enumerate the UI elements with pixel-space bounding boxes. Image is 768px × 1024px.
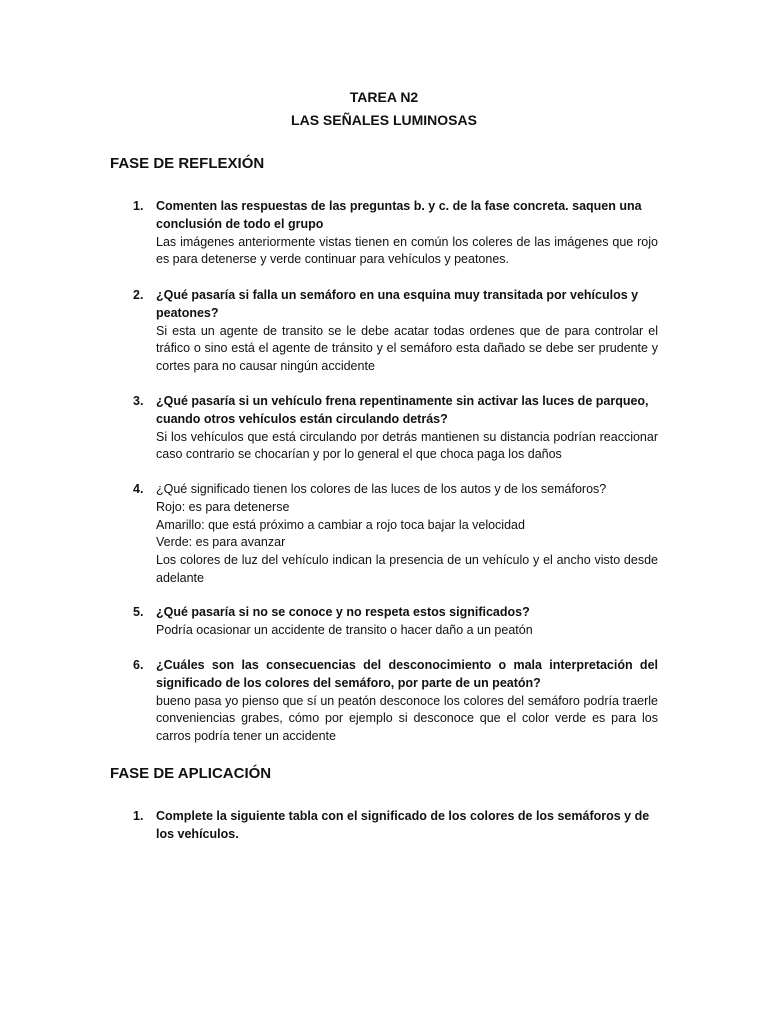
item-answer: Los colores de luz del vehículo indican la presencia de un vehículo y el ancho visto desde adelante: [156, 553, 658, 585]
item-number: 2.: [133, 288, 144, 302]
document-title: TAREA N2: [349, 89, 419, 105]
list-item: [110, 808, 658, 844]
item-question: ¿Qué pasaría si falla un semáforo en una esquina muy transitada por vehículos y peatones?: [156, 288, 639, 320]
document-subtitle: LAS SEÑALES LUMINOSAS: [291, 112, 477, 128]
item-answer-line: Verde: es para avanzar: [156, 535, 286, 550]
list-item: [110, 481, 658, 588]
item-number: 6.: [133, 658, 144, 672]
list-item: [110, 393, 658, 464]
item-answer: Si esta un agente de transito se le debe acatar todas ordenes que de para controlar el tráfico o sino está el agente de tránsito y el semáforo esta dañado se debe ser prudente y cortes para no causar ningún accidente: [156, 323, 658, 374]
list-item: [110, 657, 658, 746]
item-question: Complete la siguiente tabla con el significado de los colores de los semáforos y de los vehículos.: [156, 809, 650, 841]
item-answer: Las imágenes anteriormente vistas tienen en común los coleres de las imágenes que rojo es para detenerse y verde continuar para vehículos y peatones.: [156, 234, 658, 267]
item-answer-line: Rojo: es para detenerse: [156, 499, 290, 514]
section-heading-reflexion: FASE DE REFLEXIÓN: [110, 155, 265, 172]
item-answer: Podría ocasionar un accidente de transito o hacer daño a un peatón: [156, 622, 533, 637]
item-number: 5.: [133, 605, 144, 619]
list-item: [110, 287, 658, 376]
item-answer: bueno pasa yo pienso que sí un peatón desconoce los colores del semáforo podría traerle conveniencias grabes, cómo por ejemplo si desconoce que el color verde es para los carros podría tener un accidente: [156, 693, 658, 744]
section-heading-aplicacion: FASE DE APLICACIÓN: [110, 765, 272, 782]
item-number: 1.: [133, 199, 144, 213]
item-question: ¿Qué pasaría si no se conoce y no respeta estos significados?: [156, 605, 530, 619]
item-number: 3.: [133, 394, 144, 408]
item-number: 1.: [133, 809, 144, 823]
item-question: ¿Qué pasaría si un vehículo frena repentinamente sin activar las luces de parqueo, cuando otros vehículos están circulando detrás?: [156, 394, 649, 426]
item-question: Comenten las respuestas de las preguntas b. y c. de la fase concreta. saquen una conclusión de todo el grupo: [156, 199, 642, 231]
item-question: ¿Qué significado tienen los colores de las luces de los autos y de los semáforos?: [156, 482, 607, 496]
item-answer: Si los vehículos que está circulando por detrás mantienen su distancia podrían reaccionar caso contrario se chocarían y por lo general el que choca paga los daños: [156, 429, 658, 462]
list-item: [110, 198, 658, 269]
list-item: [110, 604, 658, 640]
item-answer-line: Amarillo: que está próximo a cambiar a rojo toca bajar la velocidad: [156, 517, 525, 532]
item-number: 4.: [133, 482, 144, 496]
item-question: ¿Cuáles son las consecuencias del desconocimiento o mala interpretación del significado de los colores del semáforo, por parte de un peatón?: [156, 658, 658, 690]
